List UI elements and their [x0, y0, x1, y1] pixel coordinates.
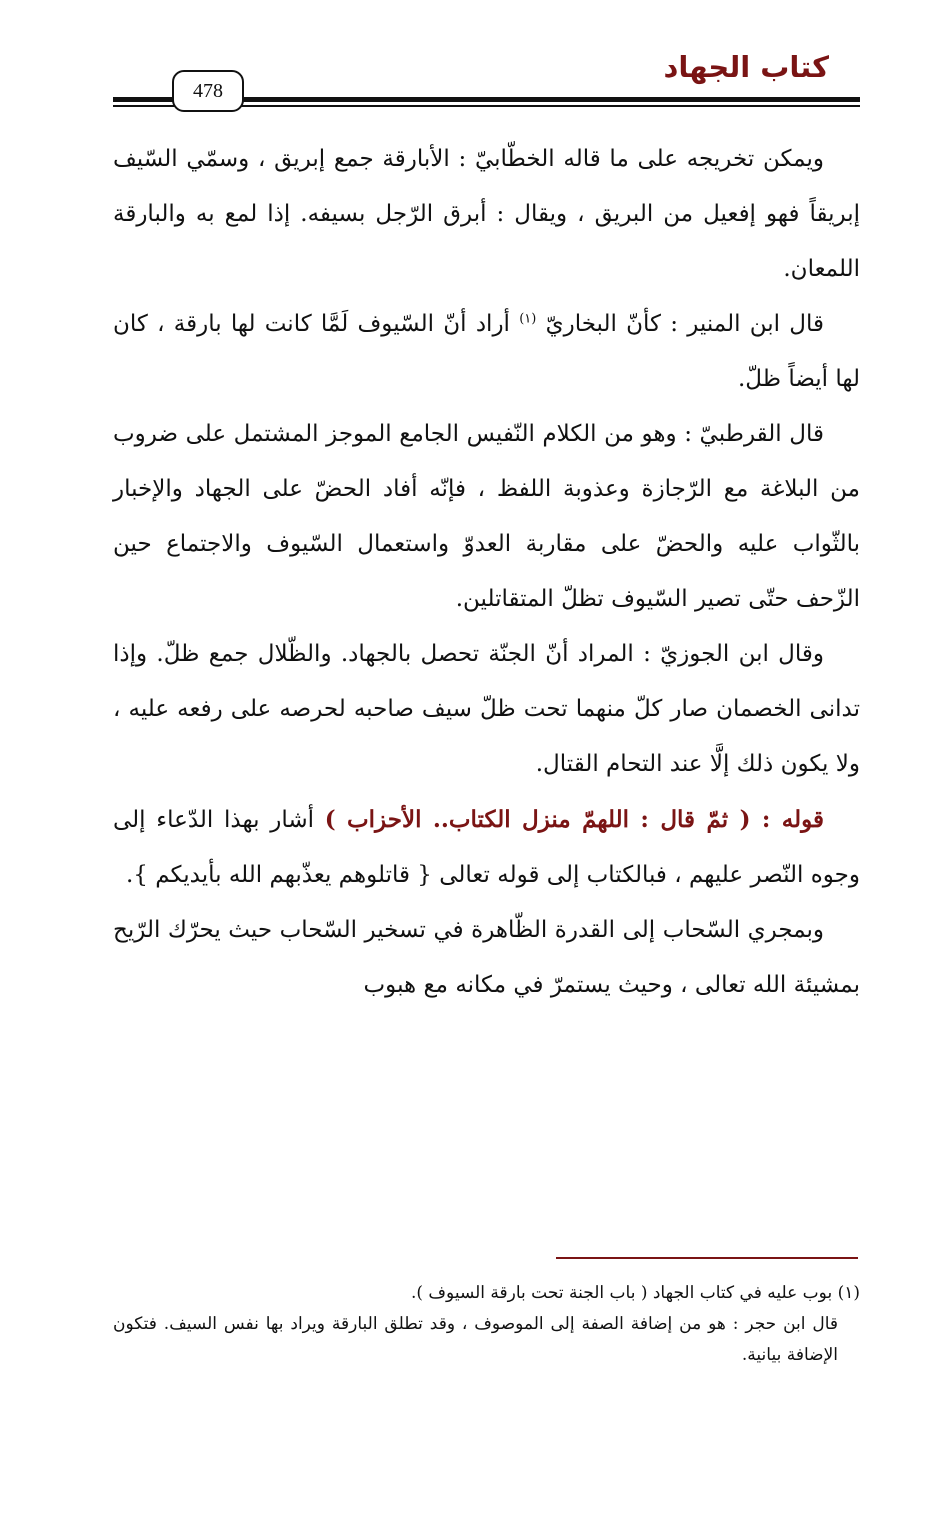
footnote-1-continuation: قال ابن حجر : هو من إضافة الصفة إلى الموصوف ، وقد تطلق البارقة ويراد بها نفس السيف. فتكون الإضافة بيانية.	[113, 1314, 838, 1365]
quote-label: قوله : ( ثمّ قال : اللهمّ منزل الكتاب.. الأحزاب )	[324, 806, 824, 833]
paragraph-1: ويمكن تخريجه على ما قاله الخطّابيّ : الأبارقة جمع إبريق ، وسمّي السّيف إبريقاً فهو إفعيل من البريق ، ويقال : أبرق الرّجل بسيفه. إذا لمع به والبارقة اللمعان.	[113, 146, 860, 282]
main-text	[113, 132, 860, 1013]
paragraph-4: وقال ابن الجوزيّ : المراد أنّ الجنّة تحصل بالجهاد. والظّلال جمع ظلّ. وإذا تدانى الخصمان صار كلّ منهما تحت ظلّ سيف صاحبه لحرصه على رفعه عليه ، ولا يكون ذلك إلَّا عند التحام القتال.	[113, 641, 860, 777]
paragraph-5-text: أشار بهذا الدّعاء إلى وجوه النّصر عليهم ، فبالكتاب إلى قوله تعالى { قاتلوهم يعذّبهم الله بأيديكم }.	[113, 807, 860, 888]
page-header	[0, 0, 945, 130]
footnote-separator	[556, 1257, 858, 1259]
paragraph-5	[113, 792, 860, 903]
paragraph-6: وبمجري السّحاب إلى القدرة الظّاهرة في تسخير السّحاب حيث يحرّك الرّيح بمشيئة الله تعالى ، وحيث يستمرّ في مكانه مع هبوب	[113, 917, 860, 998]
paragraph-2	[113, 297, 860, 407]
footnotes	[113, 1278, 860, 1371]
footnote-reference[interactable]: (١)	[519, 311, 537, 327]
paragraph-3: قال القرطبيّ : وهو من الكلام النّفيس الجامع الموجز المشتمل على ضروب من البلاغة مع الرّجازة وعذوبة اللفظ ، فإنّه أفاد الحضّ على الجهاد والإخبار بالثّواب عليه والحضّ على مقاربة العدوّ واستعمال السّيوف والاجتماع حين الزّحف حتّى تصير السّيوف تظلّ المتقاتلين.	[113, 421, 860, 612]
book-title: كتاب الجهاد	[663, 50, 829, 84]
footnote-1: (١) بوب عليه في كتاب الجهاد ( باب الجنة تحت بارقة السيوف ).	[410, 1283, 860, 1303]
paragraph-2-text-b: أراد أنّ السّيوف لَمَّا كانت لها بارقة ، كان لها أيضاً ظلّ.	[113, 311, 860, 392]
paragraph-2-text-a: قال ابن المنير : كأنّ البخاريّ	[545, 311, 825, 337]
page-number-badge: 478	[172, 70, 244, 112]
